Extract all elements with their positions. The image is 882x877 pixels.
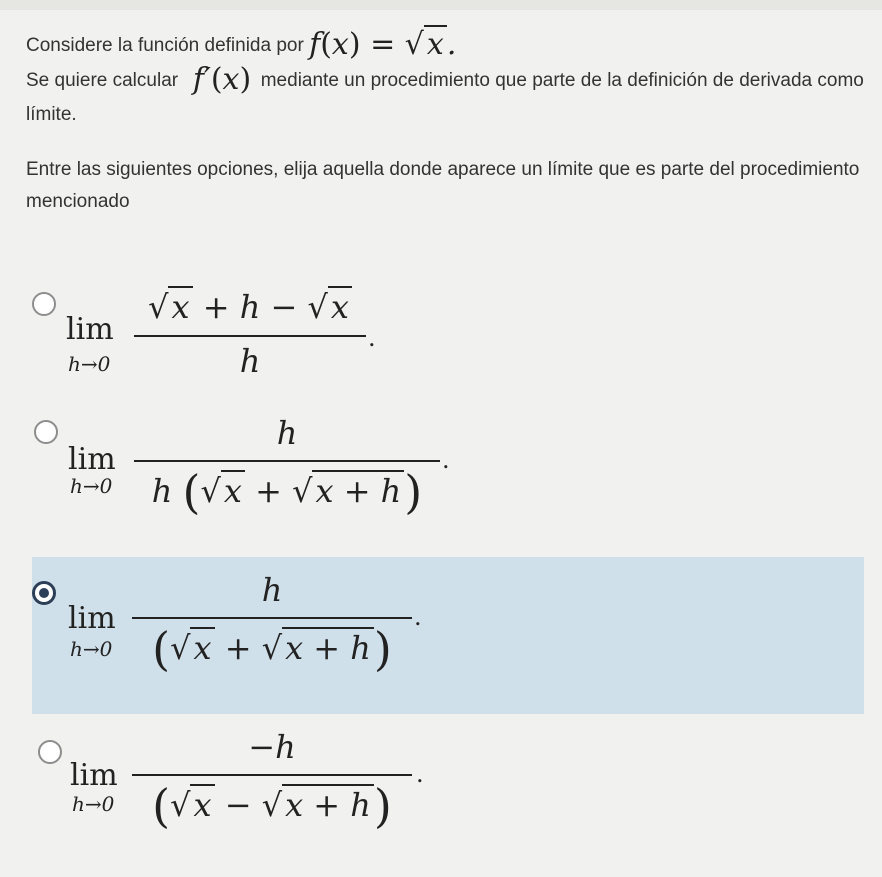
denominator: (√x + √x + h) bbox=[152, 622, 392, 676]
numerator: √x + h − √x bbox=[134, 288, 366, 326]
top-strip bbox=[0, 0, 882, 10]
numerator: −h bbox=[248, 728, 296, 766]
denominator: h bbox=[239, 342, 261, 380]
derivative-notation: f′(x) bbox=[183, 62, 252, 97]
denominator: (√x − √x + h) bbox=[152, 779, 392, 833]
formula-period: . bbox=[414, 603, 422, 631]
lim-subscript: h→0 bbox=[70, 474, 113, 498]
fraction-bar bbox=[134, 335, 366, 337]
option-3-formula bbox=[32, 557, 552, 714]
instruction-text: Entre las siguientes opciones, elija aquella donde aparece un límite que es parte del procedimiento mencionado bbox=[26, 159, 860, 212]
denominator: h (√x + √x + h) bbox=[151, 465, 423, 519]
option-1[interactable] bbox=[32, 282, 864, 392]
numerator: h bbox=[261, 571, 283, 609]
formula-period: . bbox=[368, 324, 376, 352]
fraction-bar bbox=[132, 774, 412, 776]
lim-subscript: h→0 bbox=[70, 637, 113, 661]
lim-label: lim bbox=[66, 312, 114, 347]
question-line-1 bbox=[26, 28, 866, 63]
option-4-formula bbox=[32, 728, 552, 868]
lim-subscript: h→0 bbox=[68, 352, 111, 376]
fraction-bar bbox=[132, 617, 412, 619]
option-4[interactable] bbox=[32, 728, 864, 868]
option-2-formula bbox=[32, 410, 552, 545]
option-3[interactable] bbox=[32, 557, 864, 714]
question-text bbox=[26, 28, 866, 218]
option-1-formula bbox=[32, 282, 532, 392]
lim-label: lim bbox=[70, 758, 118, 793]
function-definition: f(x) = √ x . bbox=[309, 27, 457, 62]
formula-period: . bbox=[442, 446, 450, 474]
numerator: h bbox=[276, 414, 298, 452]
lim-subscript: h→0 bbox=[72, 792, 115, 816]
fraction-bar bbox=[134, 460, 440, 462]
option-2[interactable] bbox=[32, 410, 864, 545]
lim-label: lim bbox=[68, 601, 116, 636]
formula-period: . bbox=[416, 760, 424, 788]
lim-label: lim bbox=[68, 442, 116, 477]
question-intro: Considere la función definida por bbox=[26, 35, 304, 56]
question-line-2: Se quiere calcular f′(x) mediante un procedimiento que parte de la definición de derivada como límite. bbox=[26, 62, 864, 125]
